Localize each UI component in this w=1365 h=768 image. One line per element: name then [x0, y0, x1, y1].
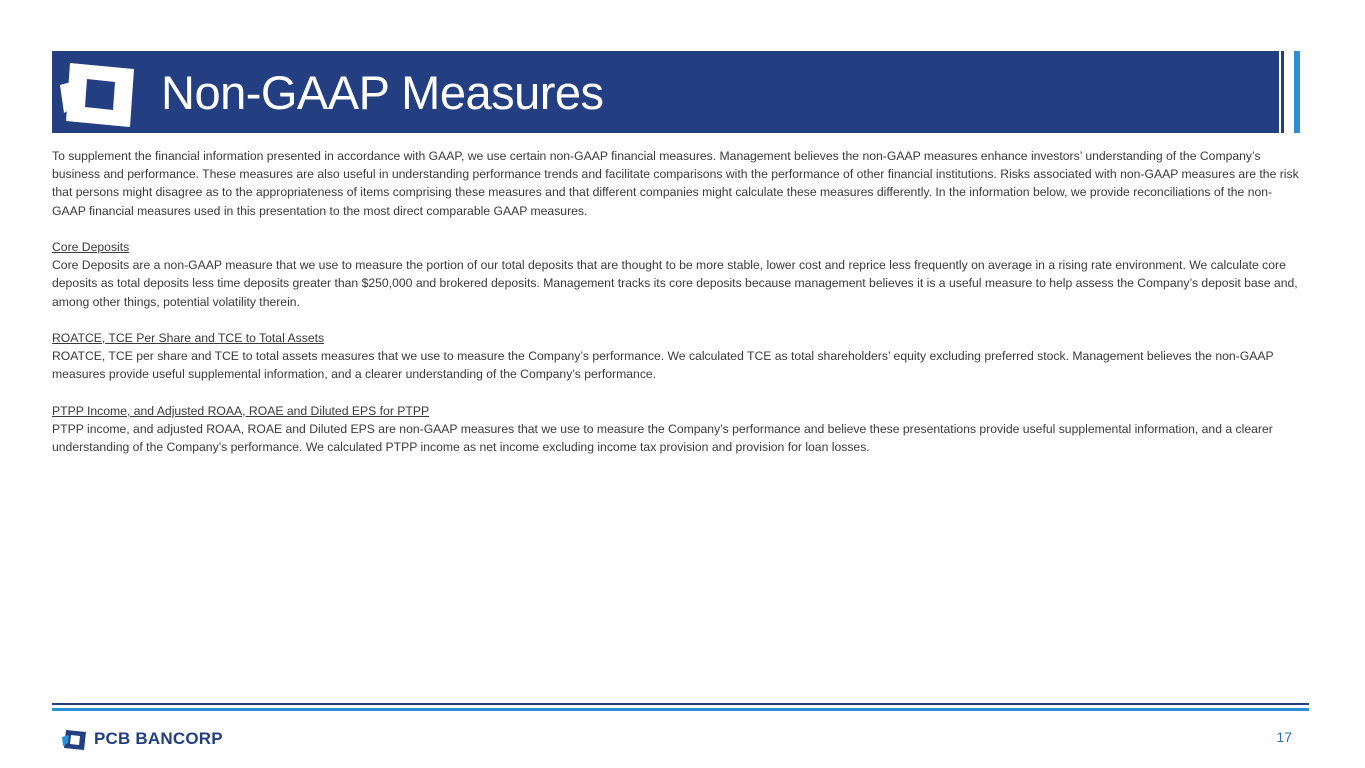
page-title: Non-GAAP Measures [161, 66, 604, 119]
section-heading: ROATCE, TCE Per Share and TCE to Total Assets [52, 331, 325, 345]
footer-divider-light [52, 708, 1309, 711]
header-accent-line-light [1294, 51, 1300, 133]
pcb-bancorp-logo-icon [62, 727, 86, 751]
section-core-deposits [52, 238, 1302, 311]
title-banner [52, 51, 1279, 133]
page-number: 17 [1276, 729, 1292, 745]
section-body: Core Deposits are a non-GAAP measure that we use to measure the portion of our total deposits that are thought to be more stable, lower cost and reprice less frequently on average in a rising rate environment. We calculate core deposits as total deposits less time deposits greater than $250,000 and brokered deposits. Management tracks its core deposits because management believes it is a useful measure to help assess the Company’s deposit base and, among other things, potential volatility therein. [52, 258, 1298, 309]
footer-logo [62, 727, 223, 751]
section-roatce [52, 329, 1302, 384]
bancorp-square-logo-icon [60, 55, 134, 129]
footer-divider-dark [52, 703, 1309, 705]
section-heading: Core Deposits [52, 240, 130, 254]
content-body [52, 147, 1302, 456]
section-ptpp [52, 402, 1302, 457]
intro-paragraph: To supplement the financial information presented in accordance with GAAP, we use certain non-GAAP financial measures. Management believes the non-GAAP measures enhance investors’ understanding of the Company’s business and performance. These measures are also useful in understanding performance trends and facilitate comparisons with the performance of other financial institutions. Risks associated with non-GAAP measures are the risk that persons might disagree as to the appropriateness of items comprising these measures and that different companies might calculate these measures differently. In the information below, we provide reconciliations of the non-GAAP financial measures used in this presentation to the most direct comparable GAAP measures. [52, 149, 1299, 218]
section-body: ROATCE, TCE per share and TCE to total assets measures that we use to measure the Company’s performance. We calculated TCE as total shareholders’ equity excluding preferred stock. Management believes the non-GAAP measures provide useful supplemental information, and a clearer understanding of the Company’s performance. [52, 349, 1274, 382]
header-accent-line-dark [1281, 51, 1284, 133]
footer-brand-name: PCB BANCORP [94, 729, 223, 748]
section-body: PTPP income, and adjusted ROAA, ROAE and Diluted EPS are non-GAAP measures that we use to measure the Company’s performance and believe these presentations provide useful supplemental information, and a clearer understanding of the Company’s performance. We calculated PTPP income as net income excluding income tax provision and provision for loan losses. [52, 422, 1273, 455]
section-heading: PTPP Income, and Adjusted ROAA, ROAE and Diluted EPS for PTPP [52, 403, 430, 418]
